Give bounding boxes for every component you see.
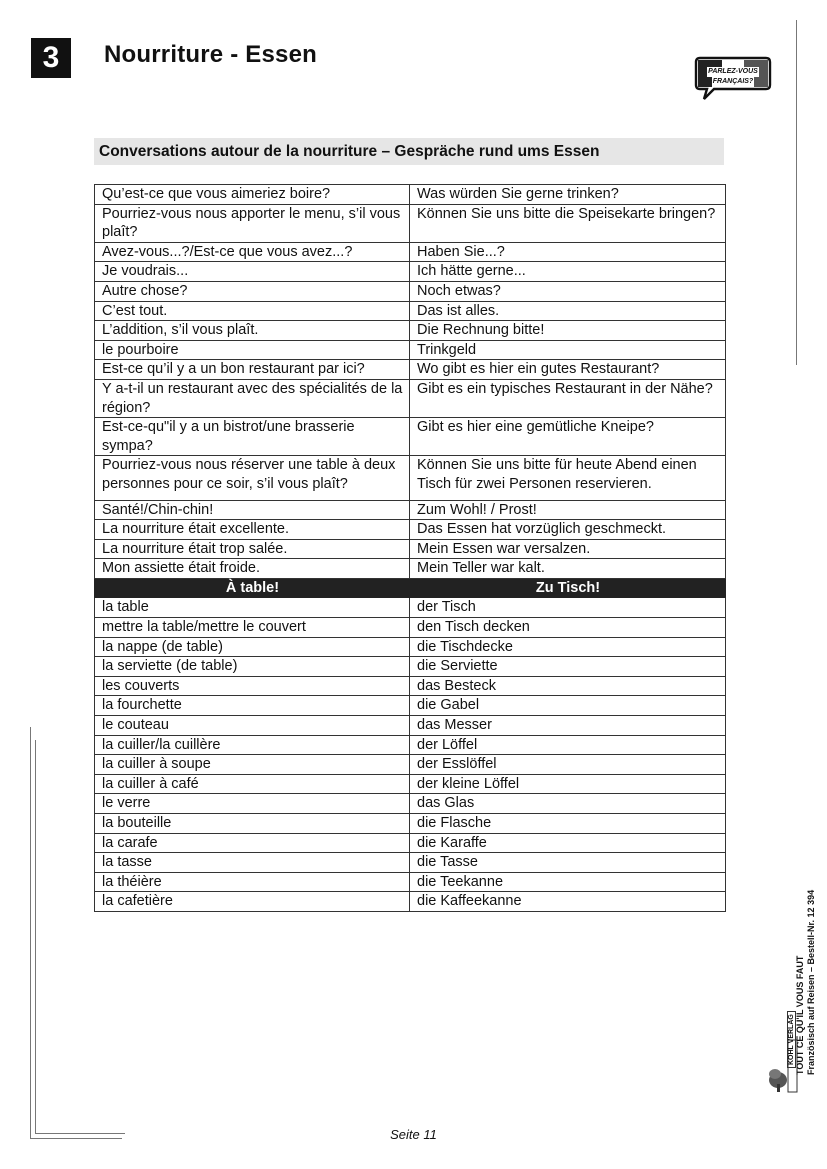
frame-line	[796, 20, 797, 365]
german-cell: die Kaffeekanne	[410, 892, 726, 912]
french-cell: la table	[95, 598, 410, 618]
french-cell: Pourriez-vous nous réserver une table à deux personnes pour ce soir, s’il vous plaît?	[95, 456, 410, 500]
german-cell: der Löffel	[410, 735, 726, 755]
side-credit-line-1: TOUT CE QU'IL VOUS FAUT	[795, 955, 805, 1075]
table-row	[95, 379, 726, 417]
french-cell: Qu’est-ce que vous aimeriez boire?	[95, 185, 410, 205]
table-row	[95, 735, 726, 755]
french-cell: Y a-t-il un restaurant avec des spécialités de la région?	[95, 379, 410, 417]
table-row	[95, 814, 726, 834]
german-cell: die Serviette	[410, 657, 726, 677]
table-row	[95, 520, 726, 540]
french-cell: le verre	[95, 794, 410, 814]
table-row	[95, 872, 726, 892]
german-cell: Mein Teller war kalt.	[410, 559, 726, 579]
french-cell: la bouteille	[95, 814, 410, 834]
table-row	[95, 262, 726, 282]
table-row	[95, 853, 726, 873]
french-cell: la tasse	[95, 853, 410, 873]
table-row	[95, 892, 726, 912]
french-cell: Pourriez-vous nous apporter le menu, s’il vous plaît?	[95, 204, 410, 242]
french-cell: le couteau	[95, 716, 410, 736]
table-row	[95, 242, 726, 262]
frame-line	[35, 740, 36, 1133]
table-row	[95, 418, 726, 456]
french-cell: Autre chose?	[95, 281, 410, 301]
section-header-german: Zu Tisch!	[410, 578, 726, 598]
french-cell: la cuiller à café	[95, 774, 410, 794]
table-row	[95, 676, 726, 696]
german-cell: die Tischdecke	[410, 637, 726, 657]
table-row	[95, 833, 726, 853]
german-cell: Gibt es ein typisches Restaurant in der Nähe?	[410, 379, 726, 417]
german-cell: Die Rechnung bitte!	[410, 321, 726, 341]
german-cell: das Glas	[410, 794, 726, 814]
german-cell: der Tisch	[410, 598, 726, 618]
chapter-number: 3	[31, 38, 71, 78]
german-cell: der kleine Löffel	[410, 774, 726, 794]
french-cell: Santé!/Chin-chin!	[95, 500, 410, 520]
table-row	[95, 774, 726, 794]
german-cell: Gibt es hier eine gemütliche Kneipe?	[410, 418, 726, 456]
german-cell: Können Sie uns bitte für heute Abend einen Tisch für zwei Personen reservieren.	[410, 456, 726, 500]
german-cell: Noch etwas?	[410, 281, 726, 301]
table-row	[95, 301, 726, 321]
german-cell: Mein Essen war versalzen.	[410, 539, 726, 559]
table-row	[95, 185, 726, 205]
french-cell: les couverts	[95, 676, 410, 696]
french-cell: la cuiller à soupe	[95, 755, 410, 775]
vocabulary-table	[94, 184, 726, 912]
publisher-name: KOHL VERLAG	[787, 1011, 796, 1068]
german-cell: Wo gibt es hier ein gutes Restaurant?	[410, 360, 726, 380]
german-cell: Das ist alles.	[410, 301, 726, 321]
table-row	[95, 598, 726, 618]
german-cell: Zum Wohl! / Prost!	[410, 500, 726, 520]
badge-line-2: FRANÇAIS?	[712, 78, 754, 85]
german-cell: Haben Sie...?	[410, 242, 726, 262]
french-cell: Avez-vous...?/Est-ce que vous avez...?	[95, 242, 410, 262]
german-cell: die Gabel	[410, 696, 726, 716]
page-number: Seite 11	[390, 1127, 437, 1142]
french-cell: La nourriture était excellente.	[95, 520, 410, 540]
speech-bubble-icon	[694, 55, 774, 125]
page-title: Nourriture - Essen	[104, 41, 317, 68]
german-cell: Ich hätte gerne...	[410, 262, 726, 282]
table-row	[95, 500, 726, 520]
table-row	[95, 657, 726, 677]
table-row	[95, 204, 726, 242]
frame-line	[30, 727, 31, 1139]
side-credit	[795, 890, 817, 1075]
german-cell: Können Sie uns bitte die Speisekarte bringen?	[410, 204, 726, 242]
french-cell: la serviette (de table)	[95, 657, 410, 677]
table-row	[95, 539, 726, 559]
french-cell: la théière	[95, 872, 410, 892]
vocabulary-table-body	[95, 185, 726, 912]
badge-text	[698, 67, 768, 87]
french-cell: Est-ce qu’il y a un bon restaurant par ici?	[95, 360, 410, 380]
german-cell: Trinkgeld	[410, 340, 726, 360]
table-row	[95, 618, 726, 638]
german-cell: das Besteck	[410, 676, 726, 696]
french-cell: C’est tout.	[95, 301, 410, 321]
german-cell: das Messer	[410, 716, 726, 736]
french-cell: Mon assiette était froide.	[95, 559, 410, 579]
french-cell: Je voudrais...	[95, 262, 410, 282]
german-cell: Das Essen hat vorzüglich geschmeckt.	[410, 520, 726, 540]
german-cell: Was würden Sie gerne trinken?	[410, 185, 726, 205]
german-cell: die Karaffe	[410, 833, 726, 853]
german-cell: den Tisch decken	[410, 618, 726, 638]
table-row	[95, 559, 726, 579]
section-header-french: À table!	[95, 578, 410, 598]
table-row	[95, 755, 726, 775]
table-row	[95, 360, 726, 380]
french-cell: mettre la table/mettre le couvert	[95, 618, 410, 638]
table-row	[95, 281, 726, 301]
german-cell: die Tasse	[410, 853, 726, 873]
french-cell: le pourboire	[95, 340, 410, 360]
french-cell: la cuiller/la cuillère	[95, 735, 410, 755]
parlez-vous-badge	[694, 55, 774, 125]
badge-line-1: PARLEZ-VOUS	[708, 68, 758, 75]
table-row	[95, 637, 726, 657]
french-cell: la fourchette	[95, 696, 410, 716]
french-cell: la carafe	[95, 833, 410, 853]
table-row	[95, 456, 726, 500]
german-cell: der Esslöffel	[410, 755, 726, 775]
table-section-header	[95, 578, 726, 598]
table-row	[95, 696, 726, 716]
table-row	[95, 321, 726, 341]
table-row	[95, 794, 726, 814]
french-cell: la cafetière	[95, 892, 410, 912]
section-title: Conversations autour de la nourriture – Gespräche rund ums Essen	[94, 138, 724, 165]
german-cell: die Flasche	[410, 814, 726, 834]
french-cell: la nappe (de table)	[95, 637, 410, 657]
french-cell: Est-ce-qu"il y a un bistrot/une brasserie sympa?	[95, 418, 410, 456]
french-cell: L’addition, s’il vous plaît.	[95, 321, 410, 341]
table-row	[95, 716, 726, 736]
french-cell: La nourriture était trop salée.	[95, 539, 410, 559]
side-credit-line-2: Französisch auf Reisen – Bestell-Nr. 12 394	[806, 889, 816, 1075]
german-cell: die Teekanne	[410, 872, 726, 892]
table-row	[95, 340, 726, 360]
